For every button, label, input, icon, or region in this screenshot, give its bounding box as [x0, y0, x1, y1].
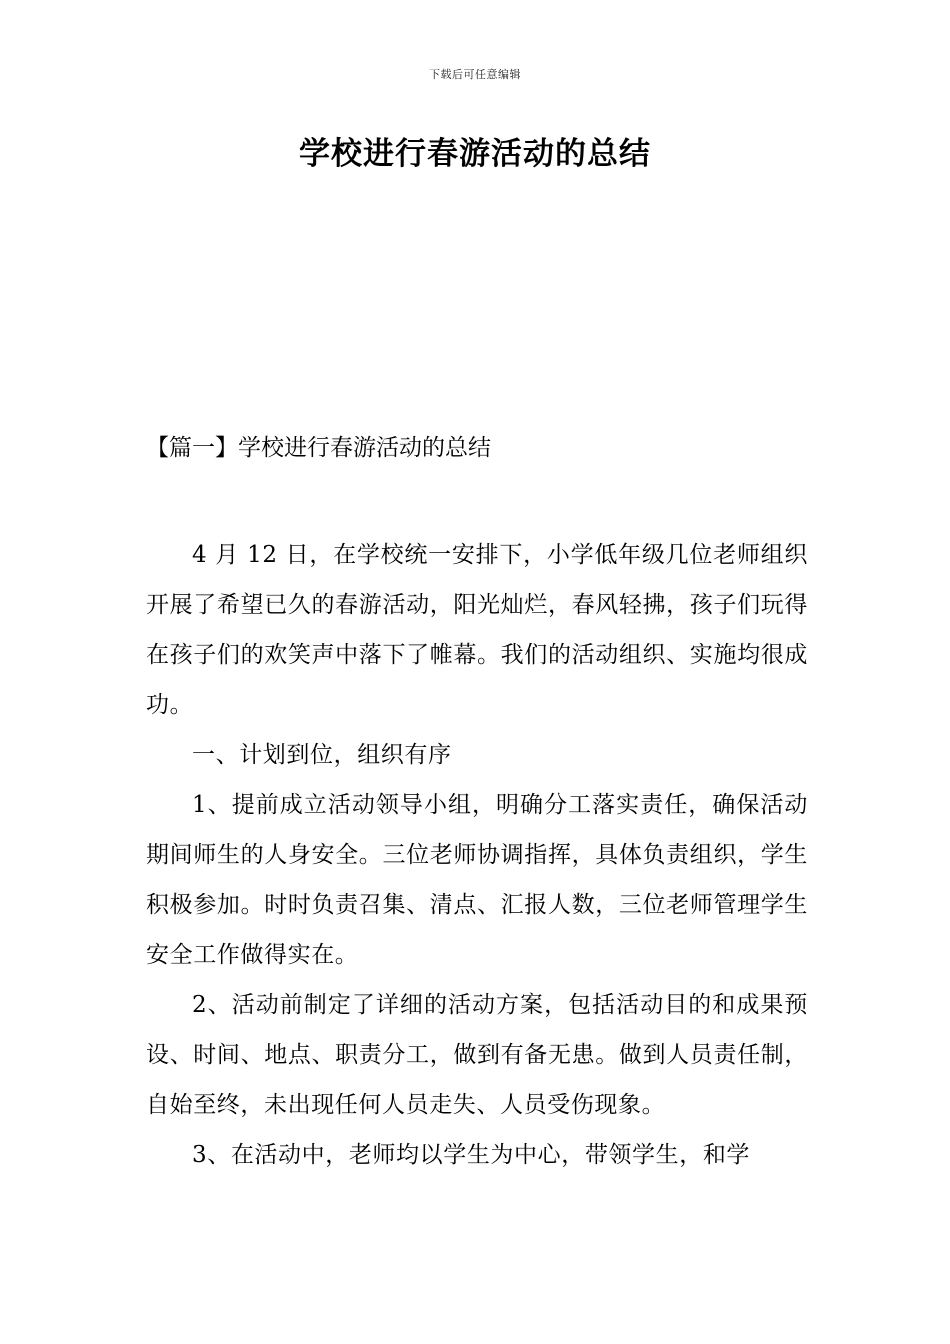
paragraph-intro: 4 月 12 日，在学校统一安排下，小学低年级几位老师组织开展了希望已久的春游活动，阳光灿烂，春风轻拂，孩子们玩得在孩子们的欢笑声中落下了帷幕。我们的活动组织、实施均很成功。 [146, 542, 808, 718]
document-title: 学校进行春游活动的总结 [299, 136, 651, 172]
paragraph-item-1: 1、提前成立活动领导小组，明确分工落实责任，确保活动期间师生的人身安全。三位老师协调指挥，具体负责组织，学生积极参加。时时负责召集、清点、汇报人数，三位老师管理学生安全工作做得实在。 [146, 792, 808, 968]
paragraph-heading-one: 一、计划到位，组织有序 [192, 742, 452, 768]
header-note: 下载后可任意编辑 [429, 68, 521, 81]
section-heading: 【篇一】学校进行春游活动的总结 [146, 435, 491, 461]
paragraph-item-2: 2、活动前制定了详细的活动方案，包括活动目的和成果预设、时间、地点、职责分工，做到有备无患。做到人员责任制，自始至终，未出现任何人员走失、人员受伤现象。 [146, 992, 808, 1118]
paragraph-item-3: 3、在活动中，老师均以学生为中心，带领学生，和学 [192, 1142, 751, 1168]
body-text [146, 530, 808, 1180]
